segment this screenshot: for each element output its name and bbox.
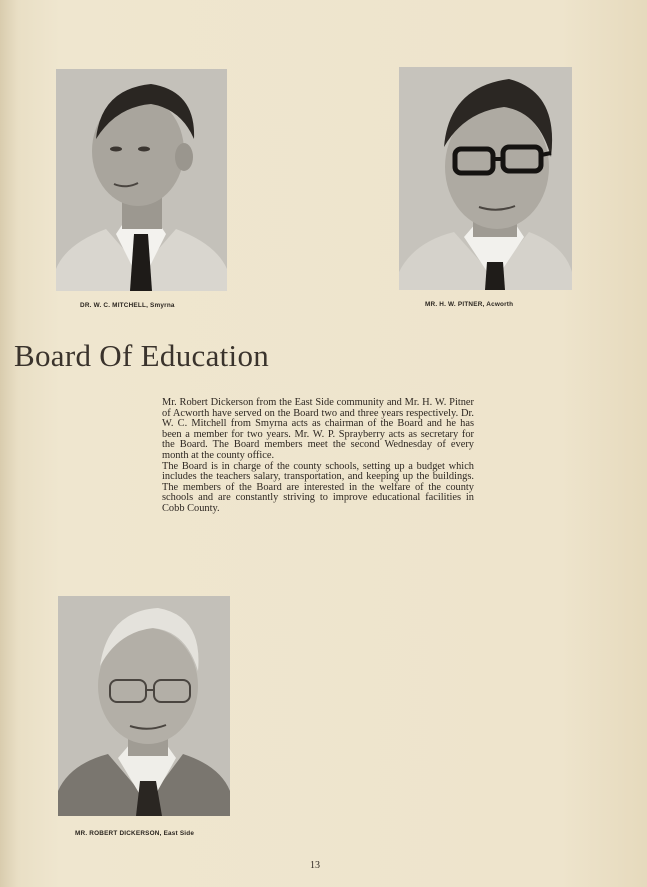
portrait-mitchell (56, 69, 227, 291)
page-title: Board Of Education (14, 338, 270, 373)
portrait-pitner-image (399, 67, 572, 290)
article-body (162, 398, 474, 515)
caption-dickerson-location: East Side (163, 830, 195, 837)
caption-pitner-location: Acworth (486, 301, 514, 308)
portrait-mitchell-image (56, 69, 227, 291)
body-paragraph-2: The Board is in charge of the county schools, setting up a budget which includes the teachers salary, transportation, and keeping up the buildings. The members of the Board are interested in the welfare of the county schools and are constantly striving to improve educational facilities in Cobb County. (162, 460, 474, 514)
portrait-dickerson (58, 596, 230, 816)
caption-pitner-name: MR. H. W. PITNER (425, 301, 483, 308)
caption-dickerson: MR. ROBERT DICKERSON, East Side (75, 830, 195, 837)
caption-mitchell-location: Smyrna (150, 302, 175, 309)
caption-dickerson-name: MR. ROBERT DICKERSON (75, 830, 160, 837)
page-number: 13 (310, 860, 320, 871)
body-paragraph-1: Mr. Robert Dickerson from the East Side community and Mr. H. W. Pitner of Acworth have served on the Board two and three years respectively. Dr. W. C. Mitchell from Smyrna acts as chairman of the Board and he has been a member for two years. Mr. W. P. Sprayberry acts as secretary for the Board. The Board members meet the second Wednesday of every month at the county office. (162, 397, 474, 461)
portrait-dickerson-image (58, 596, 230, 816)
caption-mitchell: DR. W. C. MITCHELL, Smyrna (80, 302, 175, 309)
caption-pitner: MR. H. W. PITNER, Acworth (425, 301, 514, 308)
caption-mitchell-name: DR. W. C. MITCHELL (80, 302, 147, 309)
portrait-pitner (399, 67, 572, 290)
